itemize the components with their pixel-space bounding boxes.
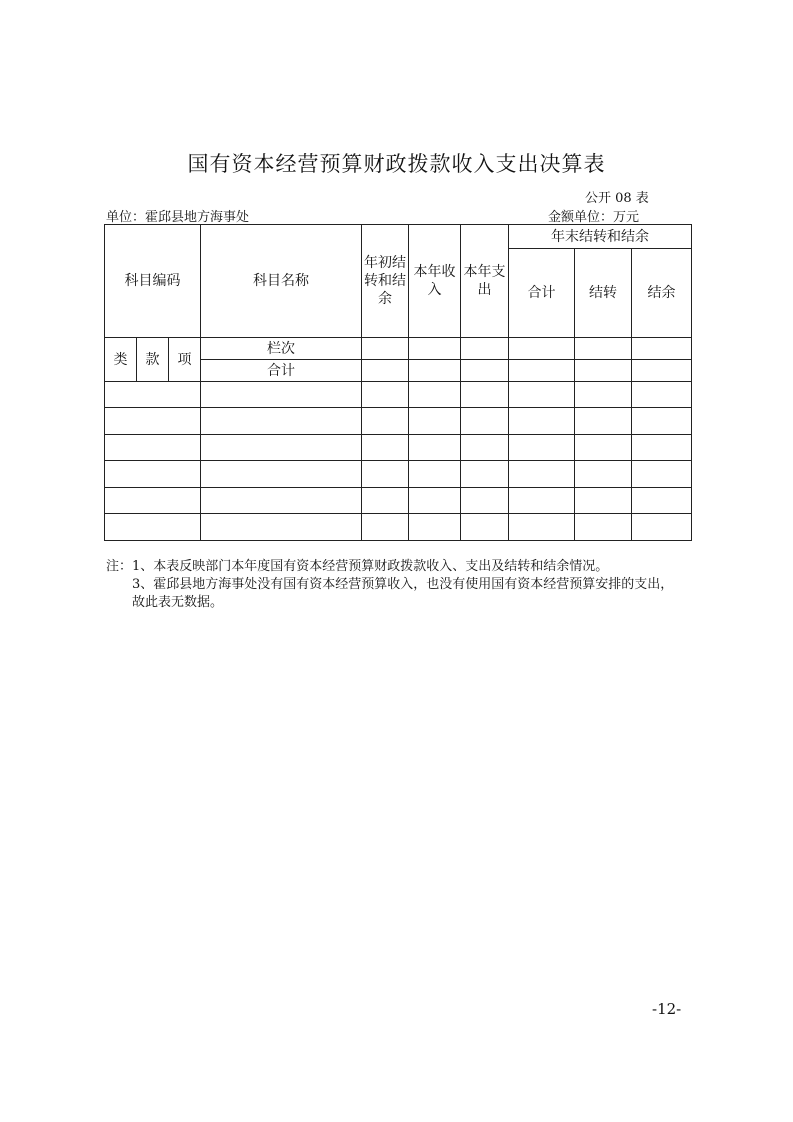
table-cell xyxy=(409,514,461,541)
table-cell xyxy=(509,514,575,541)
note-line: 故此表无数据。 xyxy=(132,595,224,610)
note-line: 注：1、本表反映部门本年度国有资本经营预算财政拨款收入、支出及结转和结余情况。 xyxy=(106,559,609,574)
table-cell xyxy=(509,408,575,435)
table-cell xyxy=(105,382,201,408)
table-cell xyxy=(201,461,362,488)
header-cat: 类 xyxy=(105,338,137,382)
table-cell xyxy=(409,461,461,488)
header-name: 科目名称 xyxy=(201,225,362,338)
table-cell xyxy=(105,488,201,514)
header-code: 科目编码 xyxy=(105,225,201,338)
table-cell xyxy=(632,338,692,360)
table-cell xyxy=(632,514,692,541)
table-cell xyxy=(461,461,509,488)
header-end-surplus: 结余 xyxy=(632,249,692,338)
table-cell xyxy=(201,488,362,514)
table-cell xyxy=(575,514,632,541)
table-cell xyxy=(632,435,692,461)
header-income: 本年收入 xyxy=(409,225,461,338)
table-cell xyxy=(105,435,201,461)
table-cell xyxy=(575,461,632,488)
table-cell xyxy=(362,488,409,514)
table-cell xyxy=(461,338,509,360)
table-cell xyxy=(409,408,461,435)
table-cell xyxy=(362,435,409,461)
table-cell xyxy=(362,360,409,382)
table-cell xyxy=(575,338,632,360)
header-end-carry: 结转 xyxy=(575,249,632,338)
table-cell xyxy=(509,435,575,461)
table-row xyxy=(105,514,692,541)
notes xyxy=(106,558,673,612)
table-cell xyxy=(632,382,692,408)
table-cell xyxy=(632,461,692,488)
header-begin-balance: 年初结转和结余 xyxy=(362,225,409,338)
table-cell xyxy=(362,514,409,541)
table-cell xyxy=(509,488,575,514)
table-cell xyxy=(105,461,201,488)
table-cell xyxy=(201,382,362,408)
note-line: 3、霍邱县地方海事处没有国有资本经营预算收入，也没有使用国有资本经营预算安排的支出， xyxy=(132,577,674,592)
form-number: 公开 08 表 xyxy=(585,191,649,206)
table-cell xyxy=(409,488,461,514)
table-row xyxy=(105,435,692,461)
header-end-total: 合计 xyxy=(509,249,575,338)
table-cell xyxy=(632,488,692,514)
table-cell xyxy=(575,435,632,461)
table-cell xyxy=(575,488,632,514)
table-cell xyxy=(461,408,509,435)
table-cell xyxy=(509,360,575,382)
table-cell xyxy=(409,382,461,408)
col-index-label: 栏次 xyxy=(201,338,362,360)
table-cell xyxy=(509,382,575,408)
table-cell xyxy=(461,382,509,408)
table-cell xyxy=(509,338,575,360)
table-cell xyxy=(461,360,509,382)
table-cell xyxy=(461,435,509,461)
table-cell xyxy=(362,461,409,488)
table-cell xyxy=(201,514,362,541)
table-cell xyxy=(461,488,509,514)
header-item: 项 xyxy=(169,338,201,382)
table-cell xyxy=(362,382,409,408)
header-sec: 款 xyxy=(137,338,169,382)
amount-unit: 金额单位：万元 xyxy=(548,210,640,225)
header-expense: 本年支出 xyxy=(461,225,509,338)
table-cell xyxy=(105,514,201,541)
table-cell xyxy=(509,461,575,488)
table-cell xyxy=(575,382,632,408)
page-title: 国有资本经营预算财政拨款收入支出决算表 xyxy=(187,152,606,176)
table-cell xyxy=(201,408,362,435)
reporting-unit: 单位：霍邱县地方海事处 xyxy=(106,210,250,225)
table-row xyxy=(105,408,692,435)
budget-table xyxy=(104,224,692,541)
table-cell xyxy=(632,408,692,435)
page-number: -12- xyxy=(652,1000,682,1018)
table-row xyxy=(105,488,692,514)
table-cell xyxy=(409,435,461,461)
table-cell xyxy=(201,435,362,461)
table-cell xyxy=(632,360,692,382)
table-cell xyxy=(461,514,509,541)
header-end-group: 年末结转和结余 xyxy=(509,225,692,249)
total-row-label: 合计 xyxy=(201,360,362,382)
table-row xyxy=(105,382,692,408)
table-cell xyxy=(105,408,201,435)
table-cell xyxy=(362,338,409,360)
table-cell xyxy=(362,408,409,435)
table-cell xyxy=(409,338,461,360)
table-cell xyxy=(575,360,632,382)
table-cell xyxy=(575,408,632,435)
table-row xyxy=(105,461,692,488)
table-cell xyxy=(409,360,461,382)
